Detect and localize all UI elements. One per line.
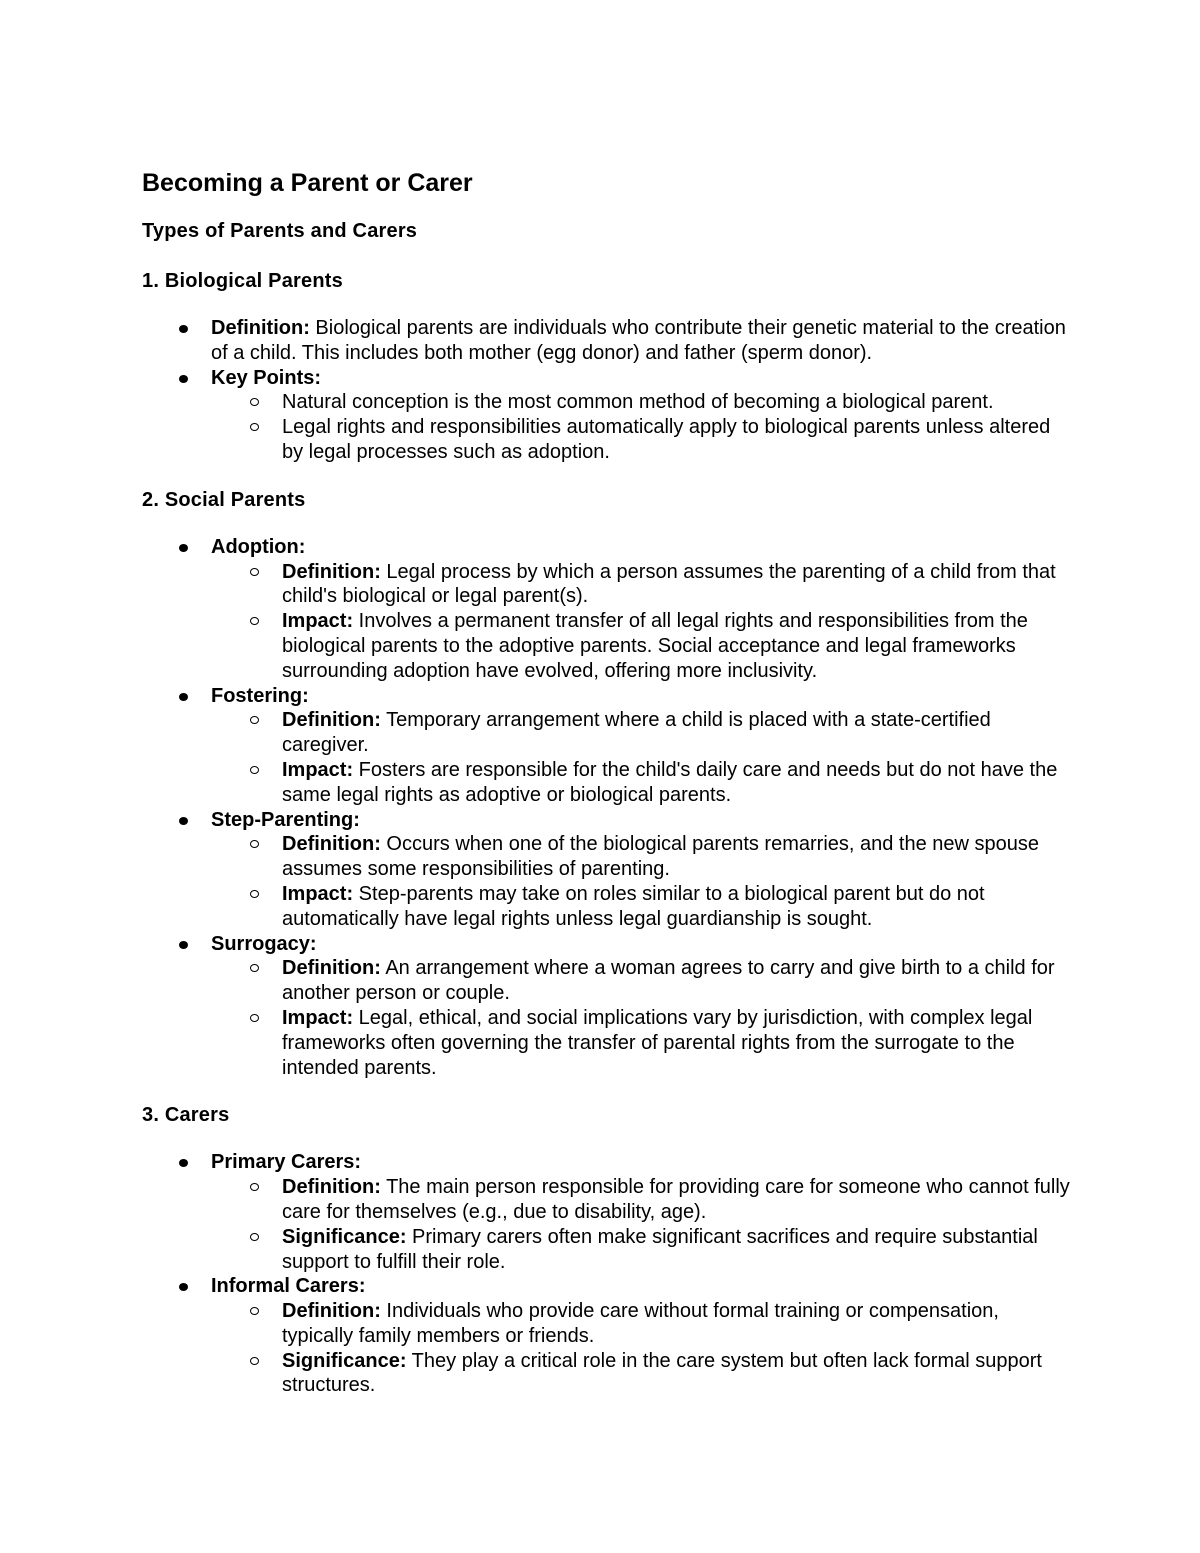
list-item [211, 1274, 1072, 1398]
list-item [211, 1150, 1072, 1274]
sub-list-item [282, 415, 1072, 465]
list-item [211, 808, 1072, 932]
sub-item-label: Significance: [282, 1225, 407, 1248]
item-label: Informal Carers: [211, 1275, 366, 1298]
sub-item-label: Definition: [282, 709, 381, 732]
item-text: Biological parents are individuals who contribute their genetic material to the creation of a child. This includes both mother (egg donor) and father (sperm donor). [211, 317, 1066, 364]
bullet-list [142, 535, 1072, 1081]
sub-item-text: They play a critical role in the care system but often lack formal support structures. [282, 1349, 1042, 1397]
bullet-list [142, 1150, 1072, 1398]
section-biological-parents [142, 268, 1072, 465]
item-label: Primary Carers: [211, 1151, 362, 1174]
sub-item-label: Impact: [282, 758, 354, 781]
sub-item-text: The main person responsible for providing care for someone who cannot fully care for themselves (e.g., due to disability, age). [282, 1176, 1070, 1223]
sub-item-text: Step-parents may take on roles similar to a biological parent but do not automatically have legal rights unless legal guardianship is sought. [282, 882, 985, 930]
item-label: Surrogacy: [211, 932, 317, 955]
sub-list-item [282, 560, 1072, 610]
section-carers [142, 1102, 1072, 1398]
section-social-parents [142, 487, 1072, 1081]
sub-list-item [282, 708, 1072, 758]
sub-item-text: Occurs when one of the biological parents remarries, and the new spouse assumes some responsibilities of parenting. [282, 833, 1040, 881]
sub-item-text: An arrangement where a woman agrees to carry and give birth to a child for another person or couple. [282, 957, 1055, 1005]
document-page [142, 167, 1072, 1398]
section-heading: 3. Carers [142, 1104, 230, 1127]
list-item [211, 932, 1072, 1081]
section-heading: 2. Social Parents [142, 488, 306, 511]
sub-list-item [282, 1349, 1072, 1399]
sub-list [211, 1175, 1072, 1274]
list-item [211, 366, 1072, 465]
section-heading: 1. Biological Parents [142, 270, 343, 292]
sub-list-item [282, 609, 1072, 683]
sub-list [211, 708, 1072, 807]
item-label: Adoption: [211, 535, 306, 558]
sub-list [211, 560, 1072, 684]
list-item [211, 535, 1072, 684]
sub-item-text: Legal, ethical, and social implications vary by jurisdiction, with complex legal frameworks often governing the transfer of parental rights from the surrogate to the intended parents. [282, 1006, 1033, 1079]
sub-item-label: Impact: [282, 882, 354, 905]
sub-list [211, 1299, 1072, 1398]
sub-item-label: Definition: [282, 1300, 381, 1323]
sub-item-text: Legal process by which a person assumes the parenting of a child from that child's biological or legal parent(s). [282, 560, 1056, 608]
sub-list-item [282, 1006, 1072, 1080]
list-item [211, 684, 1072, 808]
document-subtitle: Types of Parents and Carers [142, 220, 418, 242]
sub-item-label: Definition: [282, 560, 381, 583]
sub-item-text: Temporary arrangement where a child is placed with a state-certified caregiver. [282, 709, 991, 757]
item-label: Key Points: [211, 366, 322, 389]
sub-list [211, 832, 1072, 931]
sub-list [211, 390, 1072, 464]
sub-list-item [282, 956, 1072, 1006]
sub-item-text: Individuals who provide care without formal training or compensation, typically family members or friends. [282, 1300, 999, 1347]
sub-item-text: Primary carers often make significant sacrifices and require substantial support to fulfill their role. [282, 1225, 1038, 1273]
sub-item-text: Fosters are responsible for the child's daily care and needs but do not have the same legal rights as adoptive or biological parents. [282, 758, 1058, 806]
document-title: Becoming a Parent or Carer [142, 169, 473, 197]
sub-list-item [282, 1225, 1072, 1275]
sub-item-label: Significance: [282, 1349, 407, 1372]
sub-list [211, 956, 1072, 1080]
bullet-list [142, 316, 1072, 465]
sub-item-label: Impact: [282, 1006, 354, 1029]
sub-list-item [282, 758, 1072, 808]
sub-item-text: Involves a permanent transfer of all legal rights and responsibilities from the biological parents to the adoptive parents. Social acceptance and legal frameworks surrounding adoption have evolved, offering more inclusivity. [282, 610, 1028, 682]
sub-item-label: Impact: [282, 610, 354, 633]
sub-item-label: Definition: [282, 1176, 381, 1199]
sub-list-item [282, 882, 1072, 932]
sub-item-text: Legal rights and responsibilities automatically apply to biological parents unless altered by legal processes such as adoption. [282, 416, 1051, 463]
sub-item-label: Definition: [282, 957, 381, 980]
list-item [211, 316, 1072, 366]
item-label: Definition: [211, 317, 310, 339]
sub-item-text: Natural conception is the most common method of becoming a biological parent. [282, 391, 994, 414]
sub-list-item [282, 390, 1072, 415]
item-label: Step-Parenting: [211, 808, 360, 831]
item-label: Fostering: [211, 684, 309, 707]
sub-item-label: Definition: [282, 833, 381, 856]
sub-list-item [282, 1175, 1072, 1225]
sub-list-item [282, 1299, 1072, 1349]
sub-list-item [282, 832, 1072, 882]
